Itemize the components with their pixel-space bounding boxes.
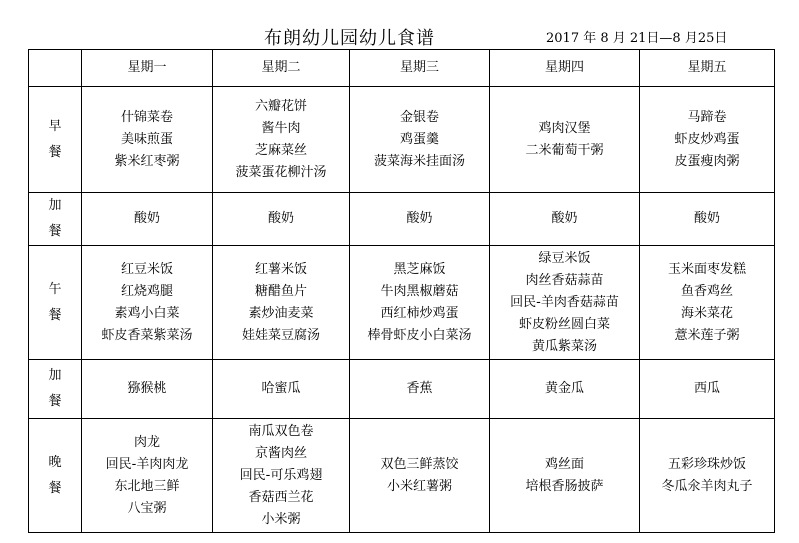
dish-item: 芝麻菜丝 (254, 142, 307, 158)
dish-item: 冬瓜氽羊肉丸子 (661, 478, 753, 494)
menu-cell (490, 87, 640, 193)
dish-item: 猕猴桃 (127, 381, 167, 396)
dish-item: 五彩珍珠炒饭 (667, 456, 746, 472)
menu-cell (350, 193, 490, 246)
meal-label-char: 餐 (48, 307, 62, 323)
dish-item: 酸奶 (133, 211, 160, 226)
menu-cell (350, 360, 490, 419)
menu-table (28, 49, 775, 533)
dish-item: 双色三鲜蒸饺 (380, 456, 459, 472)
meal-label-char: 餐 (48, 394, 62, 409)
menu-cell (82, 193, 213, 246)
dish-item: 培根香肠披萨 (525, 478, 604, 494)
dish-item: 小米红薯粥 (386, 478, 452, 494)
dish-item: 肉龙 (133, 434, 160, 450)
meal-label (29, 419, 82, 533)
dish-item: 黄瓜紫菜汤 (531, 338, 597, 354)
dish-item: 虾皮炒鸡蛋 (674, 131, 740, 147)
day-header: 星期二 (213, 50, 350, 87)
dish-item: 紫米红枣粥 (114, 153, 180, 169)
meal-label-char: 餐 (48, 224, 62, 239)
dish-item: 六瓣花饼 (254, 98, 307, 114)
day-header: 星期五 (640, 50, 775, 87)
menu-cell (490, 419, 640, 533)
menu-cell (490, 360, 640, 419)
meal-label (29, 360, 82, 419)
dish-item: 马蹄卷 (687, 109, 727, 125)
dish-item: 鸡丝面 (544, 456, 584, 472)
menu-cell (350, 87, 490, 193)
dish-item: 黑芝麻饭 (393, 261, 446, 277)
menu-cell (213, 193, 350, 246)
meal-label-char: 晚 (48, 454, 62, 470)
dish-item: 什锦菜卷 (120, 109, 173, 125)
dish-item: 肉丝香菇蒜苗 (525, 272, 604, 288)
dish-item: 薏米莲子粥 (674, 327, 740, 343)
menu-cell (82, 360, 213, 419)
menu-cell (640, 246, 775, 360)
meal-row-lunch (29, 246, 775, 360)
meal-row-snack-pm (29, 360, 775, 419)
dish-item: 素鸡小白菜 (114, 305, 180, 321)
dish-item: 红豆米饭 (120, 261, 173, 277)
dish-item: 八宝粥 (127, 500, 167, 516)
dish-item: 糖醋鱼片 (254, 283, 307, 299)
dish-item: 东北地三鲜 (114, 478, 180, 494)
day-header: 星期一 (82, 50, 213, 87)
day-header: 星期四 (490, 50, 640, 87)
dish-item: 京酱肉丝 (254, 445, 307, 461)
menu-cell (213, 419, 350, 533)
dish-item: 红薯米饭 (254, 261, 307, 277)
menu-cell (350, 419, 490, 533)
menu-cell (490, 246, 640, 360)
dish-item: 回民-可乐鸡翅 (239, 467, 323, 483)
meal-row-dinner (29, 419, 775, 533)
dish-item: 牛肉黑椒蘑菇 (380, 283, 459, 299)
dish-item: 鸡蛋羹 (399, 131, 439, 147)
meal-label (29, 246, 82, 360)
dish-item: 香蕉 (406, 381, 433, 396)
meal-label (29, 193, 82, 246)
dish-item: 海米菜花 (680, 305, 733, 321)
menu-cell (82, 419, 213, 533)
menu-cell (82, 246, 213, 360)
dish-item: 哈蜜瓜 (261, 381, 301, 396)
menu-cell (640, 193, 775, 246)
menu-cell (82, 87, 213, 193)
dish-item: 菠菜蛋花柳汁汤 (235, 164, 327, 180)
menu-cell (640, 360, 775, 419)
menu-cell (213, 246, 350, 360)
dish-item: 黄金瓜 (544, 381, 584, 396)
dish-item: 酱牛肉 (261, 120, 301, 136)
dish-item: 素炒油麦菜 (248, 305, 314, 321)
menu-cell (640, 419, 775, 533)
dish-item: 回民-羊肉香菇蒜苗 (510, 294, 619, 310)
dish-item: 美味煎蛋 (120, 131, 173, 147)
dish-item: 金银卷 (399, 109, 439, 125)
dish-item: 虾皮粉丝圆白菜 (518, 316, 610, 332)
dish-item: 二米葡萄干粥 (525, 142, 604, 158)
dish-item: 绿豆米饭 (538, 250, 591, 266)
dish-item: 酸奶 (406, 211, 433, 226)
dish-item: 香菇西兰花 (248, 489, 314, 505)
dish-item: 酸奶 (551, 211, 578, 226)
dish-item: 鱼香鸡丝 (680, 283, 733, 299)
meal-label-char: 加 (48, 368, 62, 383)
dish-item: 红烧鸡腿 (120, 283, 173, 299)
dish-item: 皮蛋瘦肉粥 (674, 153, 740, 169)
meal-label-char: 加 (48, 198, 62, 213)
header-row (29, 50, 775, 87)
meal-row-breakfast (29, 87, 775, 193)
menu-cell (350, 246, 490, 360)
meal-label-char: 餐 (48, 480, 62, 496)
dish-item: 小米粥 (261, 511, 301, 527)
meal-label-char: 早 (48, 118, 62, 134)
dish-item: 西瓜 (693, 381, 720, 396)
dish-item: 南瓜双色卷 (248, 423, 314, 439)
meal-label (29, 87, 82, 193)
dish-item: 菠菜海米挂面汤 (373, 153, 465, 169)
meal-label-char: 午 (48, 281, 62, 297)
meal-row-snack-am (29, 193, 775, 246)
dish-item: 玉米面枣发糕 (667, 261, 746, 277)
menu-cell (213, 87, 350, 193)
menu-cell (640, 87, 775, 193)
dish-item: 西红柿炒鸡蛋 (380, 305, 459, 321)
dish-item: 娃娃菜豆腐汤 (241, 327, 320, 343)
menu-cell (490, 193, 640, 246)
date-range: 2017 年 8 月 21日—8 月25日 (546, 31, 728, 46)
dish-item: 鸡肉汉堡 (538, 120, 591, 136)
dish-item: 棒骨虾皮小白菜汤 (367, 327, 472, 343)
corner-cell (29, 50, 82, 87)
meal-label-char: 餐 (48, 144, 62, 160)
page-title: 布朗幼儿园幼儿食谱 (264, 28, 435, 49)
dish-item: 酸奶 (267, 211, 294, 226)
dish-item: 回民-羊肉肉龙 (105, 456, 189, 472)
day-header: 星期三 (350, 50, 490, 87)
dish-item: 虾皮香菜紫菜汤 (101, 327, 193, 343)
dish-item: 酸奶 (693, 211, 720, 226)
menu-cell (213, 360, 350, 419)
